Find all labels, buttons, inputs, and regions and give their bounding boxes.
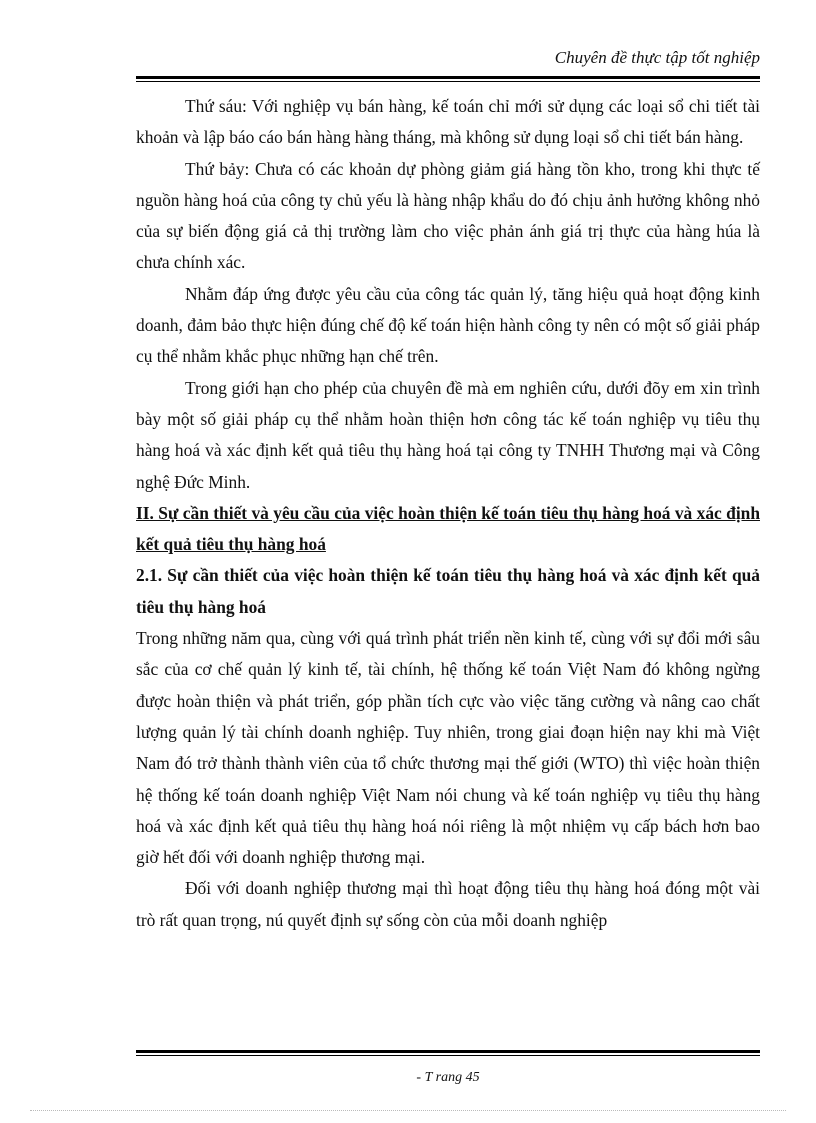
paragraph-nham-dap-ung: Nhằm đáp ứng được yêu cầu của công tác quản lý, tăng hiệu quả hoạt động kinh doanh, đảm bảo thực hiện đúng chế độ kế toán hiện hành công ty nên có một số giải pháp cụ thể nhằm khắc phục những hạn chế trên. xyxy=(136,283,760,367)
paragraph-thu-sau: Thứ sáu: Với nghiệp vụ bán hàng, kế toán chỉ mới sử dụng các loại sổ chi tiết tài khoản và lập báo cáo bán hàng hàng tháng, mà không sử dụng loại sổ chi tiết bán hàng. xyxy=(136,96,760,148)
paragraph-thu-bay: Thứ bảy: Chưa có các khoản dự phòng giảm giá hàng tồn kho, trong khi thực tế nguồn hàng hoá của công ty chủ yếu là hàng nhập khẩu do đó chịu ảnh hưởng không nhỏ của sự biến động giá cả thị trường làm cho việc phản ánh giá trị thực của hàng húa là chưa chính xác. xyxy=(136,158,760,273)
paragraph-trong-gioi-han: Trong giới hạn cho phép của chuyên đề mà em nghiên cứu, dưới đõy em xin trình bày một số giải pháp cụ thể nhằm hoàn thiện hơn công tác kế toán nghiệp vụ tiêu thụ hàng hoá và xác định kết quả tiêu thụ hàng hoá tại công ty TNHH Thương mại và Công nghệ Đức Minh. xyxy=(136,377,760,492)
paragraph-trong-nhung-nam-qua: Trong những năm qua, cùng với quá trình phát triển nền kinh tế, cùng với sự đổi mới sâu sắc của cơ chế quản lý kinh tế, tài chính, hệ thống kế toán Việt Nam đó không ngừng được hoàn thiện và phát triển, góp phần tích cực vào việc tăng cường và nâng cao chất lượng quản lý tài chính doanh nghiệp. Tuy nhiên, trong giai đoạn hiện nay khi mà Việt Nam đó trở thành thành viên của tổ chức thương mại thế giới (WTO) thì việc hoàn thiện hệ thống kế toán doanh nghiệp Việt Nam nói chung và kế toán nghiệp vụ tiêu thụ hàng hoá và xác định kết quả tiêu thụ hàng hoá nói riêng là một nhiệm vụ cấp bách hơn bao giờ hết đối với doanh nghiệp thương mại. xyxy=(136,628,760,868)
section-heading: II. Sự cần thiết và yêu cầu của việc hoàn thiện kế toán tiêu thụ hàng hoá và xác định kết quả tiêu thụ hàng hoá xyxy=(136,502,760,555)
page-edge-dots xyxy=(30,1110,786,1112)
paragraph-doi-voi-doanh-nghiep: Đối với doanh nghiệp thương mại thì hoạt động tiêu thụ hàng hoá đóng một vài trò rất quan trọng, nú quyết định sự sống còn của mỗi doanh nghiệp xyxy=(136,878,760,930)
header-rule xyxy=(136,76,760,82)
footer-rule xyxy=(136,1050,760,1056)
page-header: Chuyên đề thực tập tốt nghiệp xyxy=(554,48,760,67)
page-number: - T rang 45 xyxy=(416,1070,480,1085)
subsection-heading: 2.1. Sự cần thiết của việc hoàn thiện kế toán tiêu thụ hàng hoá và xác định kết quả tiêu thụ hàng hoá xyxy=(136,565,760,617)
body-text xyxy=(136,91,760,936)
